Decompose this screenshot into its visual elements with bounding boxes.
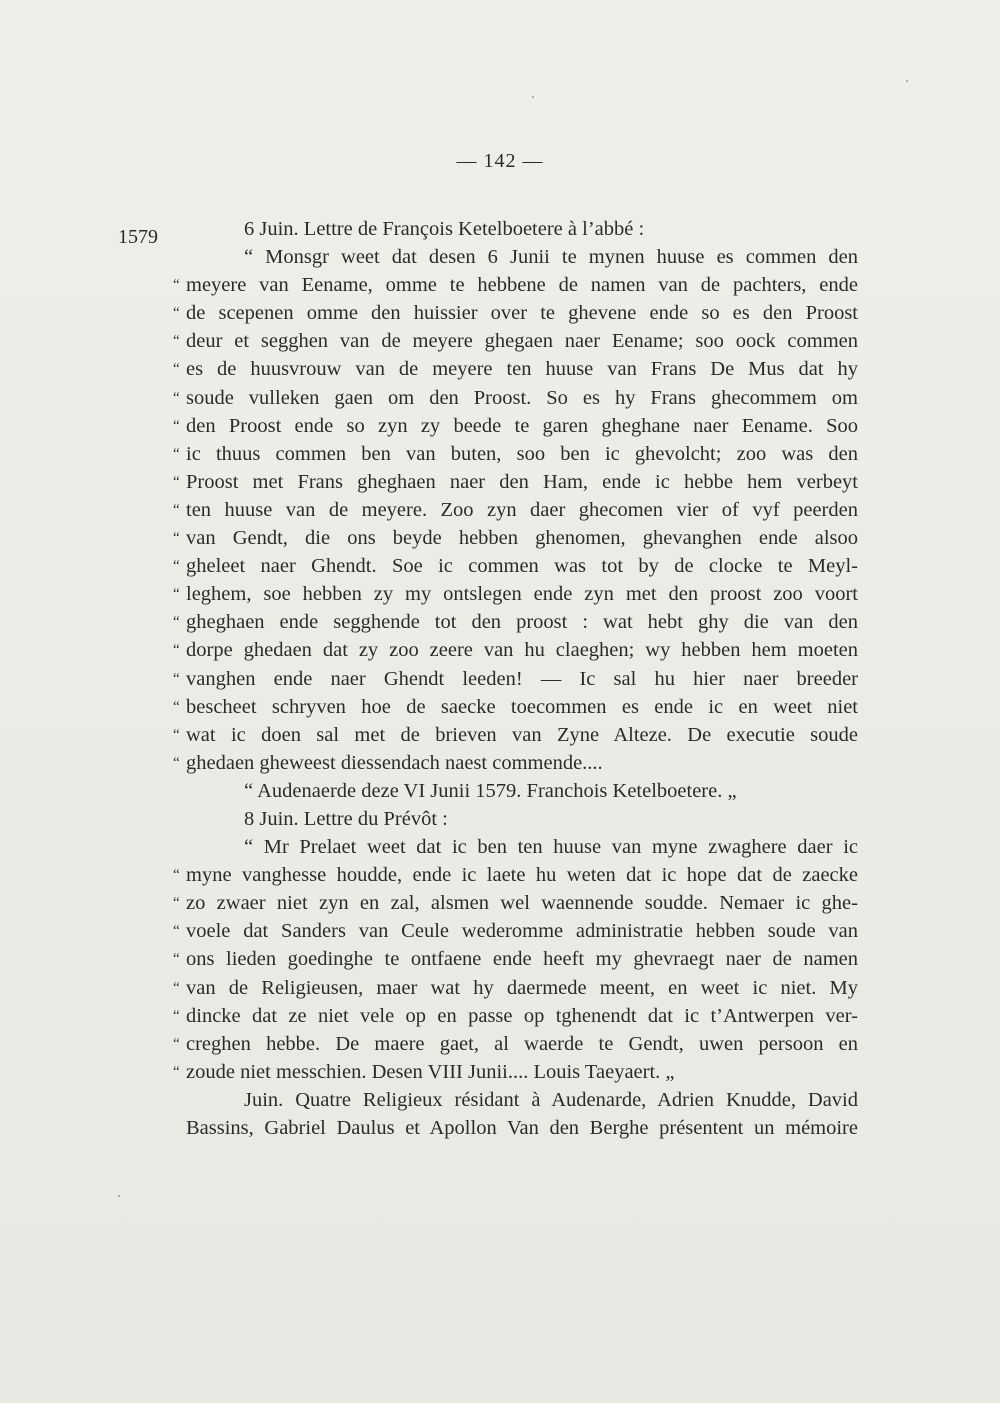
- text-line: [173, 1030, 858, 1058]
- line-text: bescheet schryven hoe de saecke toecommen es ende ic en weet niet: [186, 695, 858, 718]
- quote-marker: “: [173, 1035, 180, 1052]
- line-text: vanghen ende naer Ghendt leeden! — Ic sal hu hier naer breeder: [186, 667, 858, 690]
- body-text: [173, 215, 858, 1142]
- quote-marker: “: [173, 670, 180, 687]
- text-line: [173, 299, 858, 327]
- text-line: [186, 777, 858, 805]
- line-text: “ Monsgr weet dat desen 6 Junii te mynen huuse es commen den: [244, 246, 858, 269]
- text-line: [173, 917, 858, 945]
- text-line: [173, 552, 858, 580]
- text-line: [173, 440, 858, 468]
- quote-marker: “: [173, 417, 180, 434]
- quote-marker: “: [173, 698, 180, 715]
- quote-marker: “: [173, 558, 180, 575]
- line-text: zoude niet messchien. Desen VIII Junii.... Louis Taeyaert. „: [186, 1060, 675, 1083]
- line-text: leghem, soe hebben zy my ontslegen ende zyn met den proost zoo voort: [186, 583, 858, 606]
- quote-marker: “: [173, 333, 180, 350]
- quote-marker: “: [173, 1007, 180, 1024]
- text-line: [173, 693, 858, 721]
- text-line: [186, 215, 858, 243]
- text-line: [173, 468, 858, 496]
- line-text: creghen hebbe. De maere gaet, al waerde te Gendt, uwen persoon en: [186, 1032, 858, 1055]
- line-text: 8 Juin. Lettre du Prévôt :: [244, 807, 448, 830]
- quote-marker: “: [173, 586, 180, 603]
- line-text: van Gendt, die ons beyde hebben ghenomen, ghevanghen ende alsoo: [186, 527, 858, 550]
- margin-year: 1579: [118, 226, 158, 248]
- text-line: [173, 580, 858, 608]
- text-line: [173, 496, 858, 524]
- line-text: myne vanghesse houdde, ende ic laete hu weten dat ic hope dat de zaecke: [186, 864, 858, 887]
- text-line: [186, 805, 858, 833]
- text-line: [186, 833, 858, 861]
- text-line: [173, 636, 858, 664]
- quote-marker: “: [173, 501, 180, 518]
- line-text: ten huuse van de meyere. Zoo zyn daer ghecomen vier of vyf peerden: [186, 498, 858, 521]
- line-text: 6 Juin. Lettre de François Ketelboetere à l’abbé :: [244, 218, 645, 240]
- text-line: [173, 889, 858, 917]
- paper-speck: [532, 96, 534, 98]
- line-text: dorpe ghedaen dat zy zoo zeere van hu claeghen; wy hebben hem moeten: [186, 639, 858, 662]
- text-line: [173, 1058, 858, 1086]
- text-line: [173, 524, 858, 552]
- line-text: Bassins, Gabriel Daulus et Apollon Van den Berghe présentent un mémoire: [186, 1117, 858, 1139]
- text-line: [173, 721, 858, 749]
- quote-marker: “: [173, 614, 180, 631]
- quote-marker: “: [173, 642, 180, 659]
- text-line: [173, 355, 858, 383]
- line-text: ic thuus commen ben van buten, soo ben ic ghevolcht; zoo was den: [186, 442, 858, 465]
- line-text: “ Audenaerde deze VI Junii 1579. Franchois Ketelboetere. „: [244, 779, 737, 802]
- quote-marker: “: [173, 895, 180, 912]
- text-line: [173, 974, 858, 1002]
- quote-marker: “: [173, 305, 180, 322]
- line-text: voele dat Sanders van Ceule wederomme administratie hebben soude van: [186, 920, 858, 943]
- text-line: [173, 945, 858, 973]
- text-line: [186, 1114, 858, 1142]
- line-text: wat ic doen sal met de brieven van Zyne Alteze. De executie soude: [186, 723, 858, 746]
- line-text: soude vulleken gaen om den Proost. So es hy Frans ghecommem om: [186, 386, 858, 409]
- quote-marker: “: [173, 389, 180, 406]
- line-text: deur et segghen van de meyere ghegaen naer Eename; soo oock commen: [186, 330, 858, 353]
- quote-marker: “: [173, 923, 180, 940]
- line-text: ons lieden goedinghe te ontfaene ende heeft my ghevraegt naer de namen: [186, 948, 858, 971]
- quote-marker: “: [173, 951, 180, 968]
- text-line: [173, 271, 858, 299]
- line-text: van de Religieusen, maer wat hy daermede meent, en weet ic niet. My: [186, 976, 858, 999]
- line-text: zo zwaer niet zyn en zal, alsmen wel waennende soudde. Nemaer ic ghe-: [186, 892, 858, 915]
- quote-marker: “: [173, 867, 180, 884]
- line-text: dincke dat ze niet vele op en passe op tghenendt dat ic t’Antwerpen ver-: [186, 1004, 858, 1027]
- line-text: Proost met Frans gheghaen naer den Ham, ende ic hebbe hem verbeyt: [186, 470, 858, 493]
- quote-marker: “: [173, 361, 180, 378]
- text-line: [173, 608, 858, 636]
- quote-marker: “: [173, 979, 180, 996]
- quote-marker: “: [173, 445, 180, 462]
- line-text: gheleet naer Ghendt. Soe ic commen was tot by de clocke te Meyl-: [186, 555, 858, 578]
- line-text: den Proost ende so zyn zy beede te garen gheghane naer Eename. Soo: [186, 414, 858, 437]
- page-number: — 142 —: [456, 150, 544, 172]
- quote-marker: “: [173, 277, 180, 294]
- text-line: [186, 243, 858, 271]
- line-text: Juin. Quatre Religieux résidant à Audenarde, Adrien Knudde, David: [244, 1088, 858, 1111]
- text-line: [186, 1086, 858, 1114]
- quote-marker: “: [173, 473, 180, 490]
- text-line: [173, 861, 858, 889]
- quote-marker: “: [173, 754, 180, 771]
- line-text: ghedaen gheweest diessendach naest commende....: [186, 751, 603, 774]
- text-line: [173, 327, 858, 355]
- text-line: [173, 412, 858, 440]
- paper-speck: [118, 1195, 120, 1197]
- quote-marker: “: [173, 1063, 180, 1080]
- line-text: meyere van Eename, omme te hebbene de namen van de pachters, ende: [186, 274, 858, 297]
- quote-marker: “: [173, 530, 180, 547]
- text-line: [173, 384, 858, 412]
- text-line: [173, 749, 858, 777]
- quote-marker: “: [173, 726, 180, 743]
- paper-speck: [906, 80, 908, 82]
- line-text: “ Mr Prelaet weet dat ic ben ten huuse van myne zwaghere daer ic: [244, 836, 858, 859]
- text-line: [173, 665, 858, 693]
- line-text: de scepenen omme den huissier over te ghevene ende so es den Proost: [186, 302, 858, 325]
- text-line: [173, 1002, 858, 1030]
- line-text: es de huusvrouw van de meyere ten huuse van Frans De Mus dat hy: [186, 358, 858, 381]
- line-text: gheghaen ende segghende tot den proost : wat hebt ghy die van den: [186, 611, 858, 634]
